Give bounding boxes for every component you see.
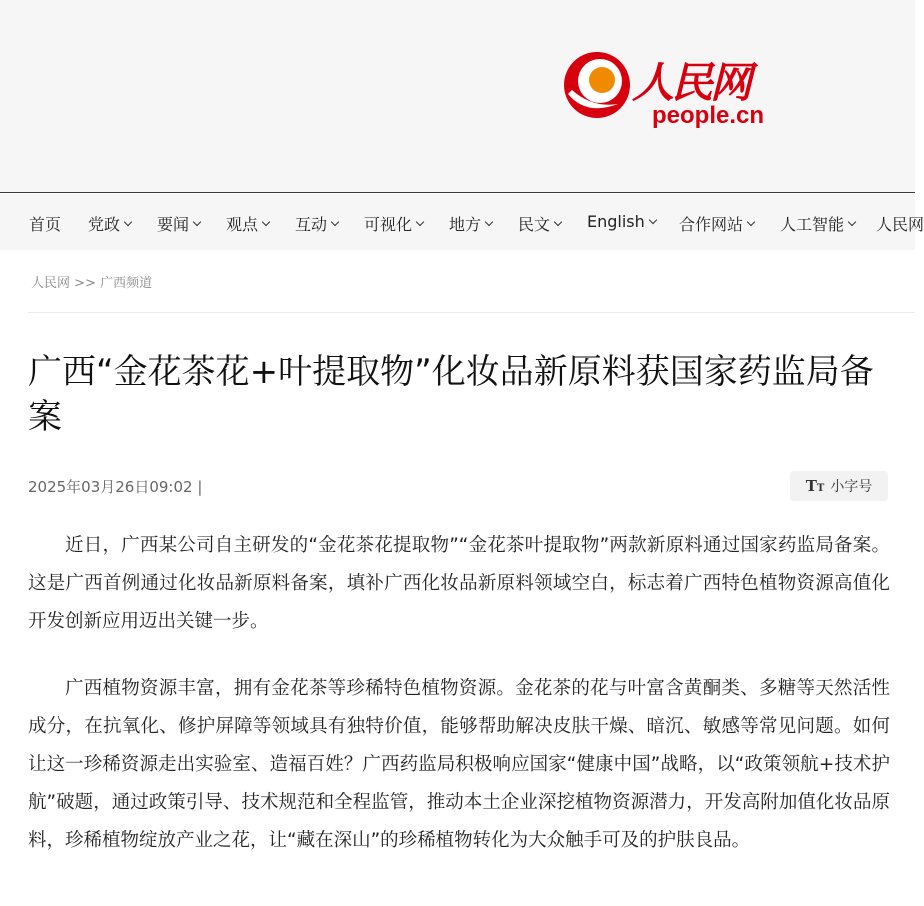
chevron-down-icon [848,217,856,225]
chevron-down-icon [124,217,132,225]
chevron-down-icon [649,215,657,223]
chevron-down-icon [193,217,201,225]
logo-emblem-icon [562,50,632,120]
chevron-down-icon [554,217,562,225]
nav-item-ethnic[interactable]: 民文 [518,212,561,235]
chevron-down-icon [262,217,270,225]
article-title: 广西“金花茶花+叶提取物”化妆品新原料获国家药监局备案 [28,352,874,437]
nav-item-opinion[interactable]: 观点 [226,212,269,235]
font-size-icon: TT [805,477,825,495]
site-header [0,0,915,193]
nav-item-interact[interactable]: 互动 [295,212,338,235]
nav-item-people[interactable]: 人民网 [876,215,924,234]
article-paragraph: 广西植物资源丰富，拥有金花茶等珍稀特色植物资源。金花茶的花与叶富含黄酮类、多糖等天然活性成分，在抗氧化、修护屏障等领域具有独特价值，能够帮助解决皮肤干燥、暗沉、敏感等常见问题。如何让这一珍稀资源走出实验室、造福百姓？广西药监局积极响应国家“健康中国”战略，以“政策领航+技术护航”破题，通过政策引导、技术规范和全程监管，推动本土企业深挖植物资源潜力，开发高附加值化妆品原料，珍稀植物绽放产业之花，让“藏在深山”的珍稀植物转化为大众触手可及的护肤良品。 [28,678,890,851]
nav-item-ai[interactable]: 人工智能 [780,212,855,235]
chevron-down-icon [331,217,339,225]
font-size-toggle-button[interactable] [790,471,888,501]
article-paragraph: 近日，广西某公司自主研发的“金花茶花提取物”“金花茶叶提取物”两款新原料通过国家药监局备案。这是广西首例通过化妆品新原料备案，填补广西化妆品新原料领域空白，标志着广西特色植物资源高值化开发创新应用迈出关键一步。 [28,535,890,632]
nav-item-english[interactable]: English [587,212,656,231]
nav-item-local[interactable]: 地方 [449,212,492,235]
logo-domain: people.cn [652,102,765,129]
breadcrumb-home-link[interactable]: 人民网 [31,276,71,291]
article-body [28,527,890,889]
nav-item-news[interactable]: 要闻 [157,212,200,235]
nav-item-party[interactable]: 党政 [88,212,131,235]
breadcrumb-channel-link[interactable]: 广西频道 [100,276,153,291]
nav-item-partners[interactable]: 合作网站 [679,212,754,235]
breadcrumb-separator: >> [74,276,96,291]
nav-item-home[interactable]: 首页 [29,215,62,234]
logo-wordmark: 人民网 [632,58,750,107]
chevron-down-icon [416,217,424,225]
article-datetime: 2025年03月26日09:02 | [28,478,203,496]
breadcrumb [31,272,152,291]
chevron-down-icon [485,217,493,225]
nav-item-visual[interactable]: 可视化 [364,212,423,235]
font-size-label: 小字号 [830,479,873,495]
site-logo[interactable] [562,50,792,140]
header-divider [28,312,915,313]
main-nav [0,194,924,250]
chevron-down-icon [747,217,755,225]
